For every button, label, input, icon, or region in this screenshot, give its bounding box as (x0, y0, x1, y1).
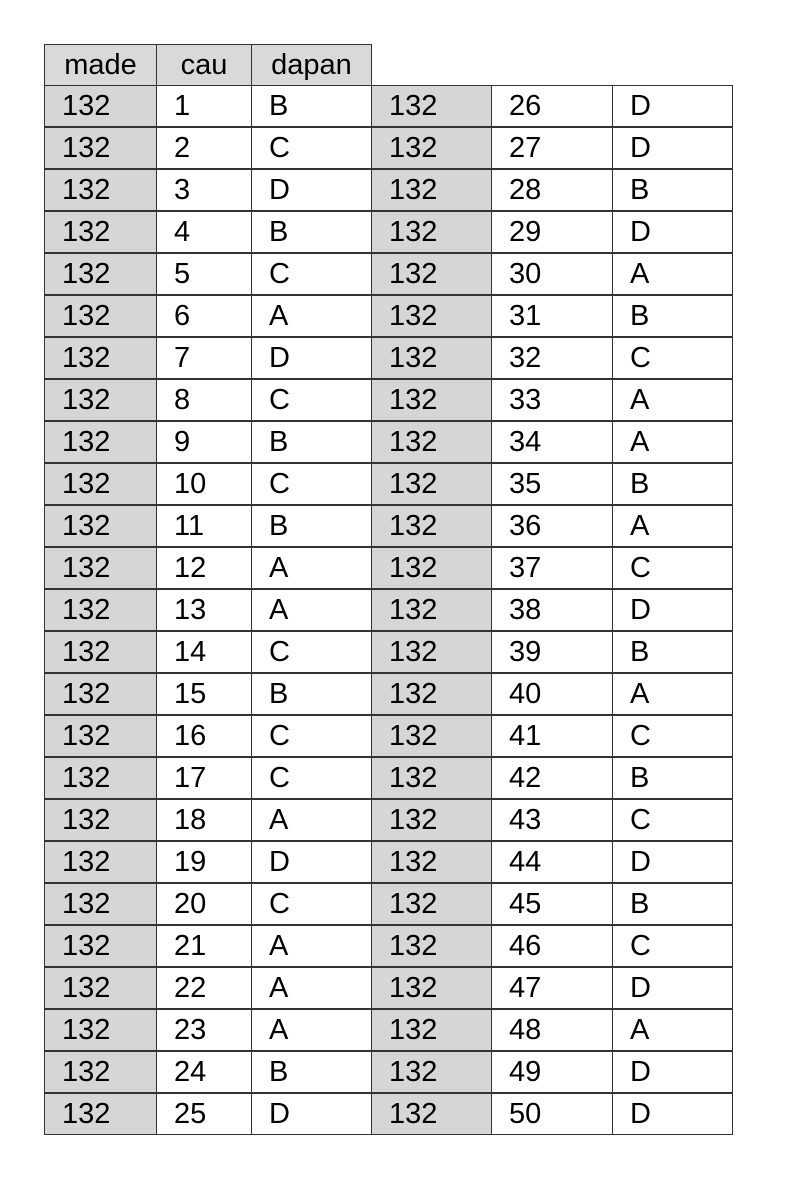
cell-made: 132 (44, 337, 157, 379)
cell-dapan: C (251, 253, 372, 295)
cell-made: 132 (44, 295, 157, 337)
cell-made: 132 (44, 253, 157, 295)
cell-dapan: A (251, 967, 372, 1009)
cell-dapan: D (612, 127, 733, 169)
cell-dapan: B (251, 421, 372, 463)
cell-cau: 43 (491, 799, 613, 841)
cell-made: 132 (371, 127, 492, 169)
cell-cau: 25 (156, 1093, 252, 1135)
cell-cau: 42 (491, 757, 613, 799)
cell-made: 132 (44, 967, 157, 1009)
cell-dapan: B (251, 85, 372, 127)
cell-cau: 14 (156, 631, 252, 673)
cell-made: 132 (371, 589, 492, 631)
column-header-cau: cau (156, 44, 252, 86)
cell-cau: 37 (491, 547, 613, 589)
cell-dapan: B (612, 757, 733, 799)
cell-made: 132 (44, 379, 157, 421)
cell-made: 132 (44, 1051, 157, 1093)
cell-cau: 5 (156, 253, 252, 295)
cell-made: 132 (371, 169, 492, 211)
cell-cau: 27 (491, 127, 613, 169)
cell-cau: 12 (156, 547, 252, 589)
cell-made: 132 (44, 547, 157, 589)
cell-made: 132 (44, 1093, 157, 1135)
cell-cau: 48 (491, 1009, 613, 1051)
cell-made: 132 (371, 631, 492, 673)
cell-cau: 29 (491, 211, 613, 253)
cell-dapan: A (251, 547, 372, 589)
cell-cau: 30 (491, 253, 613, 295)
cell-made: 132 (371, 1093, 492, 1135)
cell-dapan: C (251, 883, 372, 925)
cell-dapan: B (612, 883, 733, 925)
cell-made: 132 (44, 1009, 157, 1051)
cell-cau: 40 (491, 673, 613, 715)
cell-cau: 49 (491, 1051, 613, 1093)
cell-made: 132 (44, 799, 157, 841)
cell-made: 132 (371, 715, 492, 757)
cell-cau: 18 (156, 799, 252, 841)
cell-made: 132 (44, 757, 157, 799)
cell-cau: 24 (156, 1051, 252, 1093)
cell-made: 132 (44, 631, 157, 673)
cell-dapan: C (251, 379, 372, 421)
cell-dapan: A (251, 295, 372, 337)
cell-made: 132 (371, 295, 492, 337)
cell-dapan: D (251, 337, 372, 379)
cell-dapan: D (251, 841, 372, 883)
cell-cau: 19 (156, 841, 252, 883)
cell-made: 132 (44, 883, 157, 925)
cell-made: 132 (371, 211, 492, 253)
cell-cau: 26 (491, 85, 613, 127)
cell-cau: 2 (156, 127, 252, 169)
cell-made: 132 (371, 421, 492, 463)
cell-made: 132 (371, 757, 492, 799)
cell-cau: 9 (156, 421, 252, 463)
cell-dapan: D (612, 85, 733, 127)
cell-cau: 50 (491, 1093, 613, 1135)
cell-made: 132 (44, 85, 157, 127)
column-header-dapan: dapan (251, 44, 372, 86)
cell-dapan: C (612, 715, 733, 757)
column-header-made: made (44, 44, 157, 86)
cell-made: 132 (44, 715, 157, 757)
cell-made: 132 (44, 505, 157, 547)
cell-made: 132 (44, 463, 157, 505)
cell-made: 132 (44, 211, 157, 253)
cell-made: 132 (44, 169, 157, 211)
cell-cau: 36 (491, 505, 613, 547)
cell-cau: 22 (156, 967, 252, 1009)
cell-dapan: D (612, 211, 733, 253)
cell-dapan: D (251, 1093, 372, 1135)
cell-cau: 33 (491, 379, 613, 421)
cell-made: 132 (44, 673, 157, 715)
cell-dapan: C (612, 337, 733, 379)
cell-cau: 4 (156, 211, 252, 253)
cell-dapan: A (612, 421, 733, 463)
cell-made: 132 (371, 463, 492, 505)
cell-dapan: D (251, 169, 372, 211)
cell-made: 132 (371, 379, 492, 421)
cell-dapan: A (612, 673, 733, 715)
cell-dapan: B (251, 673, 372, 715)
cell-cau: 1 (156, 85, 252, 127)
cell-made: 132 (371, 967, 492, 1009)
cell-made: 132 (371, 1009, 492, 1051)
cell-cau: 41 (491, 715, 613, 757)
cell-cau: 31 (491, 295, 613, 337)
cell-made: 132 (371, 841, 492, 883)
cell-cau: 16 (156, 715, 252, 757)
cell-cau: 28 (491, 169, 613, 211)
cell-dapan: C (251, 757, 372, 799)
cell-cau: 20 (156, 883, 252, 925)
cell-cau: 46 (491, 925, 613, 967)
cell-dapan: B (612, 169, 733, 211)
cell-made: 132 (371, 337, 492, 379)
cell-cau: 23 (156, 1009, 252, 1051)
cell-dapan: A (251, 925, 372, 967)
cell-dapan: C (251, 463, 372, 505)
cell-cau: 35 (491, 463, 613, 505)
cell-dapan: C (251, 127, 372, 169)
cell-made: 132 (44, 841, 157, 883)
cell-made: 132 (371, 85, 492, 127)
cell-cau: 15 (156, 673, 252, 715)
cell-cau: 21 (156, 925, 252, 967)
cell-dapan: B (612, 295, 733, 337)
cell-dapan: C (612, 925, 733, 967)
cell-cau: 3 (156, 169, 252, 211)
cell-dapan: C (612, 799, 733, 841)
cell-dapan: B (612, 463, 733, 505)
cell-cau: 45 (491, 883, 613, 925)
cell-cau: 47 (491, 967, 613, 1009)
cell-cau: 13 (156, 589, 252, 631)
cell-cau: 32 (491, 337, 613, 379)
cell-dapan: A (251, 1009, 372, 1051)
cell-cau: 10 (156, 463, 252, 505)
cell-made: 132 (44, 589, 157, 631)
cell-dapan: A (612, 253, 733, 295)
cell-dapan: A (251, 799, 372, 841)
cell-dapan: A (251, 589, 372, 631)
cell-cau: 17 (156, 757, 252, 799)
cell-dapan: B (612, 631, 733, 673)
cell-dapan: D (612, 1051, 733, 1093)
cell-made: 132 (371, 673, 492, 715)
cell-cau: 7 (156, 337, 252, 379)
cell-dapan: D (612, 967, 733, 1009)
cell-dapan: C (251, 631, 372, 673)
cell-cau: 39 (491, 631, 613, 673)
cell-dapan: C (251, 715, 372, 757)
cell-made: 132 (371, 799, 492, 841)
cell-made: 132 (371, 925, 492, 967)
cell-made: 132 (371, 883, 492, 925)
cell-dapan: A (612, 505, 733, 547)
cell-dapan: D (612, 841, 733, 883)
cell-made: 132 (44, 127, 157, 169)
cell-dapan: B (251, 211, 372, 253)
cell-dapan: D (612, 589, 733, 631)
cell-cau: 34 (491, 421, 613, 463)
cell-made: 132 (44, 925, 157, 967)
cell-dapan: A (612, 1009, 733, 1051)
cell-dapan: D (612, 1093, 733, 1135)
cell-made: 132 (44, 421, 157, 463)
cell-dapan: B (251, 1051, 372, 1093)
cell-dapan: C (612, 547, 733, 589)
cell-cau: 44 (491, 841, 613, 883)
cell-made: 132 (371, 253, 492, 295)
cell-dapan: A (612, 379, 733, 421)
cell-made: 132 (371, 547, 492, 589)
cell-made: 132 (371, 505, 492, 547)
cell-dapan: B (251, 505, 372, 547)
cell-cau: 8 (156, 379, 252, 421)
cell-cau: 6 (156, 295, 252, 337)
cell-cau: 38 (491, 589, 613, 631)
cell-made: 132 (371, 1051, 492, 1093)
cell-cau: 11 (156, 505, 252, 547)
